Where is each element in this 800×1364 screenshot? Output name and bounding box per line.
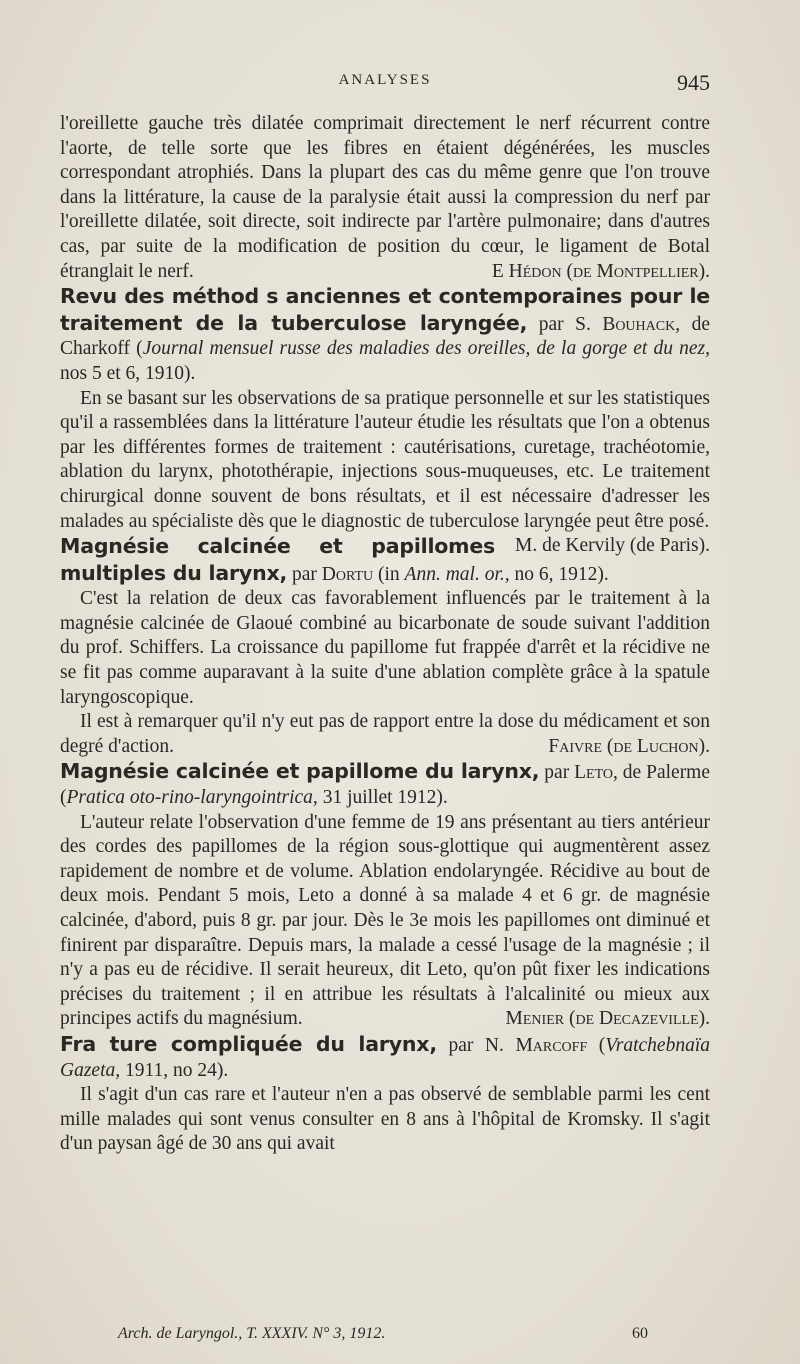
footer-signature-mark: 60 bbox=[632, 1325, 648, 1342]
ref-text: no 6, 1912). bbox=[509, 563, 609, 585]
ref-text: par bbox=[539, 762, 575, 784]
article-title: Magnésie calcinée et papillomes multiples du larynx, bbox=[60, 534, 496, 585]
ref-text: , de Palerme ( bbox=[60, 762, 711, 809]
ref-text: par S. bbox=[527, 313, 603, 335]
ref-text: par N. bbox=[436, 1034, 516, 1056]
page-number: 945 bbox=[677, 70, 710, 95]
ref-text: par bbox=[287, 563, 322, 585]
paragraph-text: Il est à remarquer qu'il n'y eut pas de rapport entre la dose du médicament et son degré d'action. bbox=[60, 711, 710, 757]
article-author: Leto bbox=[574, 762, 613, 784]
article-author: Bouhack bbox=[602, 313, 676, 335]
paragraph-text: Il s'agit d'un cas rare et l'auteur n'en a pas observé de semblable parmi les cent mille malades qui sont venus consulter en 8 ans à l'hôpital de Kromsky. Il s'agit d'un paysan âgé de 30 ans qui avait bbox=[60, 1084, 710, 1155]
article-heading bbox=[60, 1032, 710, 1083]
ref-text: 1911, no 24). bbox=[120, 1059, 229, 1081]
article bbox=[60, 534, 710, 759]
signature: Menier (de Decazeville). bbox=[505, 1008, 710, 1030]
page-header bbox=[60, 70, 710, 100]
article-source: Ann. mal. or., bbox=[404, 563, 510, 585]
article-title: Revu des méthod s anciennes et contemporaines pour le traitement de la tuberculose laryngée, bbox=[60, 284, 710, 335]
signature: Faivre (de Luchon). bbox=[548, 735, 710, 757]
article bbox=[60, 1032, 710, 1157]
ref-text: 31 juillet 1912). bbox=[317, 787, 448, 809]
article-paragraph bbox=[60, 811, 710, 1032]
ref-text: , de Charkoff ( bbox=[60, 313, 710, 360]
signature: M. de Kervily (de Paris). bbox=[515, 535, 710, 557]
article-source: Journal mensuel russe des maladies des oreilles, de la gorge et du nez, bbox=[142, 338, 710, 360]
page-body bbox=[60, 112, 710, 1157]
article-paragraph bbox=[60, 587, 710, 710]
article bbox=[60, 759, 710, 1032]
footer-journal: Arch. de Laryngol., T. XXXIV. N° 3, 1912. bbox=[118, 1325, 386, 1342]
article-source: Vratchebnaïa Gazeta, bbox=[60, 1034, 710, 1081]
page-footer bbox=[118, 1325, 648, 1343]
article bbox=[60, 284, 710, 557]
ref-text: nos 5 et 6, 1910). bbox=[60, 362, 196, 384]
article-source: Pratica oto-rino-laryngointrica, bbox=[66, 787, 318, 809]
paragraph-text: C'est la relation de deux cas favorablement influencés par le traitement à la magnésie calcinée de Glaoué combiné au bicarbonate de soude suivant l'addition du prof. Schiffers. La croissance du papillome fut frappée d'arrêt et la récidive ne se fit pas comme auparavant à la suite d'une ablation complète grâce à la spatule laryngoscopique. bbox=[60, 588, 710, 708]
article-heading bbox=[60, 284, 710, 386]
article-paragraph bbox=[60, 1083, 710, 1157]
ref-text: ( bbox=[587, 1034, 606, 1056]
article-author: Dortu bbox=[321, 563, 374, 585]
continuation-text: l'oreillette gauche très dilatée comprimait directement le nerf récurrent contre l'aorte, de telle sorte que les fibres en étaient dégénérées, les muscles correspondant atrophiés. Dans la plupart des cas du même genre que l'on trouve dans la littérature, la cause de la paralysie était aussi la compression du nerf par l'oreillette dilatée, soit directe, soit indirecte par l'artère pulmonaire; dans d'autres cas, par suite de la modification de position du cœur, le ligament de Botal étranglait le nerf. bbox=[60, 113, 710, 282]
article-title: Fra ture compliquée du larynx, bbox=[60, 1031, 437, 1056]
continuation-paragraph bbox=[60, 112, 710, 284]
article-paragraph bbox=[60, 710, 710, 759]
ref-text: (in bbox=[373, 563, 405, 585]
article-paragraph bbox=[60, 387, 710, 557]
paragraph-text: L'auteur relate l'observation d'une femme de 19 ans présentant au tiers antérieur des cordes des papillomes de la région sous-glottique qui augmentèrent assez rapidement de nombre et de volume. Ablation endolaryngée. Récidive au bout de deux mois. Pendant 5 mois, Leto a donné à sa malade 4 et 6 gr. de magnésie calcinée, d'abord, puis 8 gr. par jour. Dès le 3e mois les papillomes ont diminué et finirent par disparaître. Depuis mars, la malade a cessé l'usage de la magnésie ; il n'y a pas eu de récidive. Il serait heureux, dit Leto, qu'on pût fixer les indications précises du traitement ; il en attribue les résultats à l'alcalinité ou mieux aux principes actifs du magnésium. bbox=[60, 811, 710, 1030]
running-head: ANALYSES bbox=[338, 72, 432, 88]
paragraph-text: En se basant sur les observations de sa pratique personnelle et sur les statistiques qu'il a rassemblées dans la littérature l'auteur étudie les résultats que l'on a obtenus par les différentes formes de traitement : cautérisations, curetage, trachéotomie, ablation du larynx, photothérapie, injections sous-muqueuses, etc. Le traitement chirurgical donne souvent de bons résultats, et il est nécessaire d'adresser les malades au spécialiste dès que le diagnostic de tuberculose laryngée peut être posé. bbox=[60, 387, 710, 532]
signature: E Hédon (de Montpellier). bbox=[491, 260, 710, 282]
article-title: Magnésie calcinée et papillome du larynx, bbox=[60, 759, 540, 784]
article-heading bbox=[60, 759, 710, 810]
article-author: Marcoff bbox=[515, 1034, 588, 1056]
